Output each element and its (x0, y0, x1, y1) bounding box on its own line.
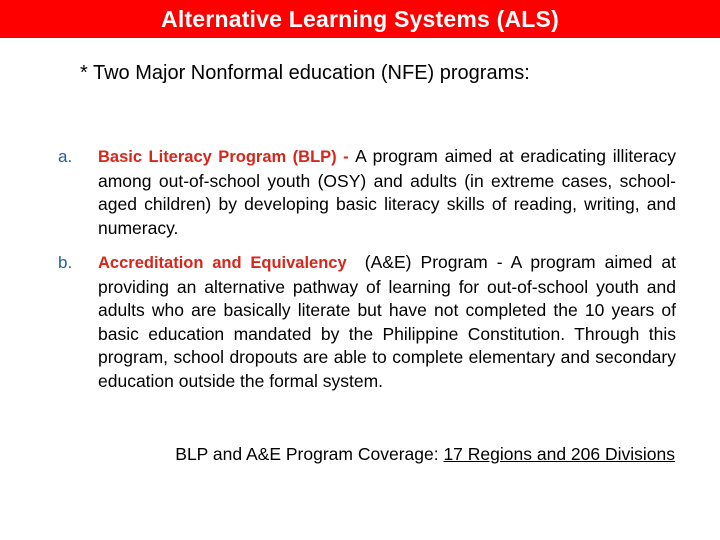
program-description-ae: (A&E) Program - A program aimed at providing an alternative pathway of learning for out-of-school youth and adults who are basically literate but have not completed the 10 years of basic education mandated by the Philippine Constitution. Through this program, school dropouts are able to complete elementary and secondary education outside the formal system. (98, 252, 676, 391)
list-marker-a: a. (58, 147, 73, 166)
list-marker-b: b. (58, 253, 73, 272)
list-item-blp (58, 145, 676, 240)
program-title-ae: Accreditation and Equivalency (98, 254, 347, 272)
list-item-body (98, 145, 676, 240)
program-title-separator: - (336, 148, 356, 166)
slide-title: Alternative Learning Systems (ALS) (161, 5, 559, 32)
coverage-value: 17 Regions and 206 Divisions (443, 444, 675, 464)
slide-subtitle: * Two Major Nonformal education (NFE) programs: (80, 62, 530, 84)
program-list (58, 145, 676, 393)
coverage-line (175, 444, 675, 465)
program-description-blp: A program aimed at eradicating illiteracy among out-of-school youth (OSY) and adults (in extreme cases, school-aged children) by developing basic literacy skills of reading, writing, and numeracy. (98, 146, 676, 238)
program-title-blp: Basic Literacy Program (BLP) (98, 148, 337, 166)
title-bar (0, 0, 720, 38)
program-title-separator (347, 252, 365, 272)
coverage-label: BLP and A&E Program Coverage: (175, 444, 444, 464)
list-item-ae (58, 251, 676, 393)
list-item-body (98, 251, 676, 393)
